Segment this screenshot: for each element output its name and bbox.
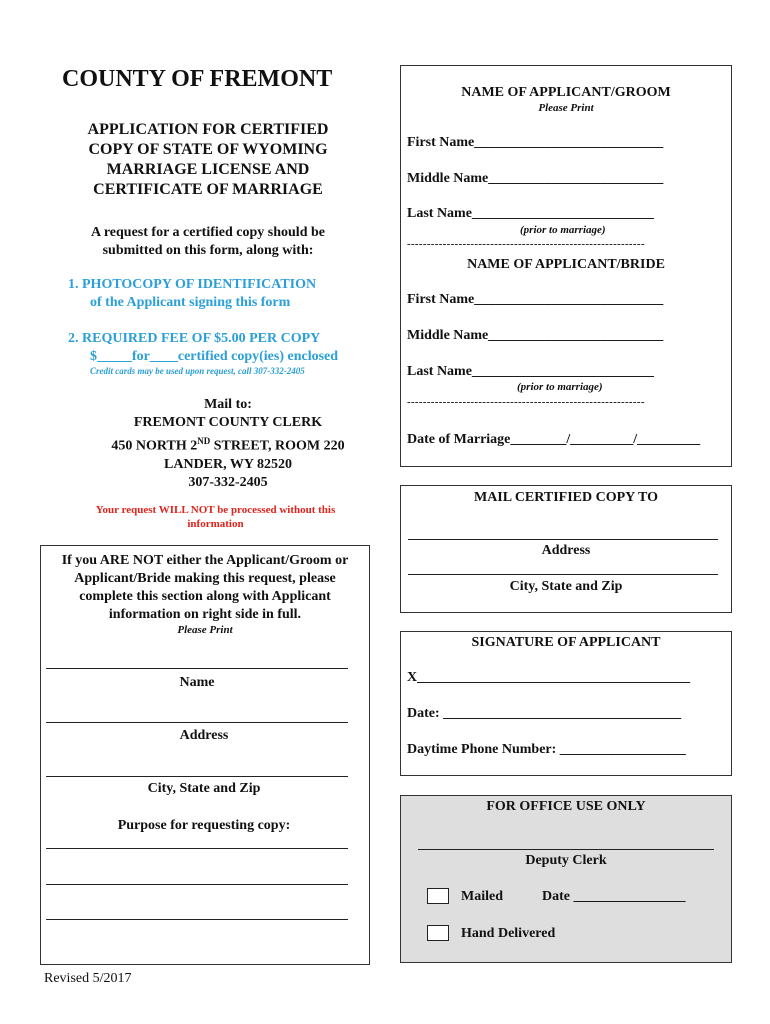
- clerk-phone: 307-332-2405: [188, 474, 268, 490]
- third-party-please-print: Please Print: [177, 624, 233, 636]
- county-title: COUNTY OF FREMONT: [62, 66, 333, 92]
- deputy-clerk-line[interactable]: [418, 849, 714, 850]
- groom-bride-divider: ------------------------------------------------------------: [407, 238, 645, 250]
- third-party-instructions: [40, 552, 370, 624]
- request-text-line: submitted on this form, along with:: [102, 243, 314, 258]
- bride-middle-name[interactable]: Middle Name_________________________: [407, 328, 664, 343]
- groom-middle-name[interactable]: Middle Name_________________________: [407, 171, 664, 186]
- street-address: [68, 432, 388, 456]
- revised-date: Revised 5/2017: [44, 971, 132, 986]
- signature-line[interactable]: X_______________________________________: [407, 670, 691, 685]
- mail-to-label: Mail to:: [204, 397, 252, 412]
- mail-copy-title: MAIL CERTIFIED COPY TO: [473, 490, 658, 505]
- clerk-name: FREMONT COUNTY CLERK: [133, 415, 323, 430]
- requirement-line: of the Applicant signing this form: [90, 295, 291, 310]
- mail-copy-city-label: City, State and Zip: [509, 579, 623, 594]
- mail-copy-address-label: Address: [541, 543, 591, 558]
- warning-text: [48, 503, 383, 531]
- purpose-line-1[interactable]: [46, 848, 348, 849]
- deputy-clerk-label: Deputy Clerk: [525, 853, 607, 868]
- application-title-line: APPLICATION FOR CERTIFIED: [87, 121, 329, 138]
- date-of-marriage[interactable]: Date of Marriage________/_________/_________: [407, 432, 701, 447]
- requirement-identification: [68, 276, 316, 312]
- instruction-line: Applicant/Bride making this request, please: [74, 571, 336, 586]
- groom-first-name[interactable]: First Name___________________________: [407, 135, 664, 150]
- requester-name-line[interactable]: [46, 668, 348, 669]
- request-text-line: A request for a certified copy should be: [91, 225, 325, 240]
- warning-line: Your request WILL NOT be processed without this: [95, 504, 336, 516]
- purpose-label: Purpose for requesting copy:: [117, 818, 291, 833]
- street-pre: 450 NORTH 2: [111, 438, 198, 454]
- mail-copy-address-line[interactable]: [408, 574, 718, 575]
- mailing-address: [68, 396, 388, 492]
- application-title-line: MARRIAGE LICENSE AND: [106, 161, 310, 178]
- street-sup: ND: [197, 436, 211, 446]
- daytime-phone-line[interactable]: Daytime Phone Number: __________________: [407, 742, 686, 757]
- groom-please-print: Please Print: [538, 102, 594, 114]
- instruction-line: complete this section along with Applicant: [79, 589, 331, 604]
- hand-delivered-label: Hand Delivered: [461, 926, 556, 941]
- groom-prior-note: (prior to marriage): [520, 224, 606, 236]
- mail-copy-name-line[interactable]: [408, 539, 718, 540]
- requester-name-label: Name: [179, 675, 215, 690]
- office-date-line[interactable]: Date ________________: [542, 889, 686, 904]
- street-post: STREET, ROOM 220: [210, 438, 345, 454]
- credit-card-note: Credit cards may be used upon request, call 307-332-2405: [90, 366, 305, 376]
- requirement-line: 2. REQUIRED FEE OF $5.00 PER COPY: [68, 331, 321, 346]
- bride-date-divider: ------------------------------------------------------------: [407, 396, 645, 408]
- mailed-label: Mailed: [461, 889, 503, 904]
- purpose-line-2[interactable]: [46, 884, 348, 885]
- bride-first-name[interactable]: First Name___________________________: [407, 292, 664, 307]
- requester-address-line[interactable]: [46, 722, 348, 723]
- instruction-line: information on right side in full.: [108, 607, 302, 622]
- requirement-fee: [68, 330, 338, 366]
- instruction-line: If you ARE NOT either the Applicant/Groom or: [61, 553, 349, 568]
- application-title: [48, 120, 368, 200]
- signature-title: SIGNATURE OF APPLICANT: [471, 635, 661, 650]
- groom-title: NAME OF APPLICANT/GROOM: [461, 85, 671, 100]
- office-use-title: FOR OFFICE USE ONLY: [486, 799, 646, 814]
- requirement-line: $_____for____certified copy(ies) enclosed: [90, 349, 339, 364]
- purpose-line-3[interactable]: [46, 919, 348, 920]
- application-title-line: CERTIFICATE OF MARRIAGE: [93, 181, 323, 198]
- groom-last-name[interactable]: Last Name__________________________: [407, 206, 654, 221]
- city-state: LANDER, WY 82520: [164, 456, 292, 472]
- requirement-line: 1. PHOTOCOPY OF IDENTIFICATION: [68, 277, 317, 292]
- office-use-box: [400, 795, 732, 963]
- bride-title: NAME OF APPLICANT/BRIDE: [467, 257, 665, 272]
- hand-delivered-checkbox[interactable]: [427, 925, 449, 941]
- requester-city-label: City, State and Zip: [147, 781, 261, 796]
- application-title-line: COPY OF STATE OF WYOMING: [88, 141, 328, 158]
- requester-address-label: Address: [179, 728, 229, 743]
- bride-last-name[interactable]: Last Name__________________________: [407, 364, 654, 379]
- bride-prior-note: (prior to marriage): [517, 381, 603, 393]
- warning-line: information: [187, 518, 244, 530]
- requester-city-line[interactable]: [46, 776, 348, 777]
- mailed-checkbox[interactable]: [427, 888, 449, 904]
- request-text: [48, 224, 368, 260]
- signature-date-line[interactable]: Date: __________________________________: [407, 706, 682, 721]
